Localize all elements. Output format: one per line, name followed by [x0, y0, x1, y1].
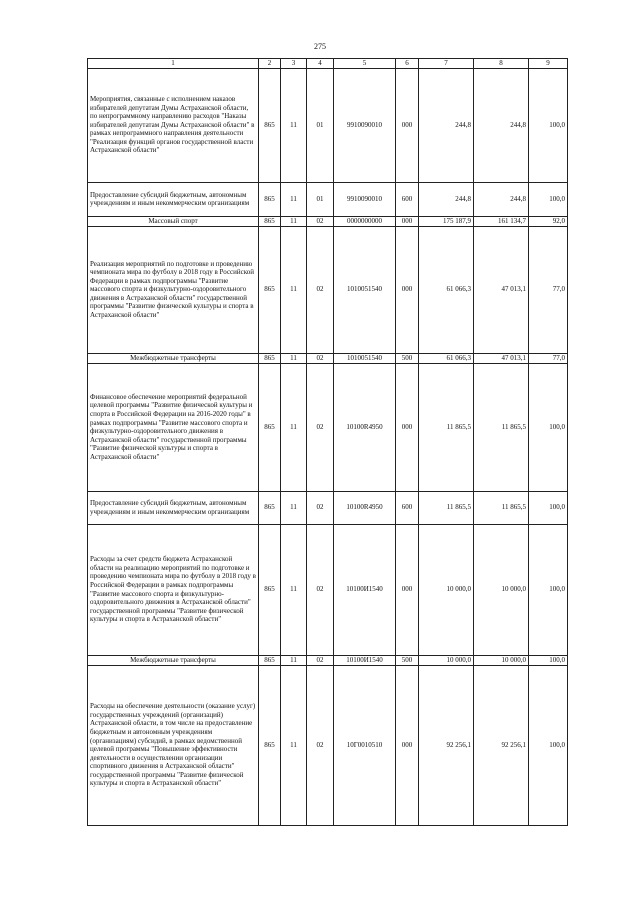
column-header-4: 4 — [307, 59, 334, 69]
row-name: Мероприятия, связанные с исполнением наказов избирателей депутатам Думы Астраханской области, по непрограммному направлению расходов "Наказы избирателей депутатам Думы Астраханской области" в рамках непрограммного направления деятельности "Реализация функций органов государственной власти Астраханской области" — [88, 68, 259, 182]
column-header-3: 3 — [281, 59, 307, 69]
cell-c3: 11 — [281, 226, 307, 353]
cell-c3: 11 — [281, 182, 307, 216]
budget-table — [87, 58, 568, 826]
cell-c8: 92 256,1 — [474, 665, 529, 825]
cell-c4: 02 — [307, 216, 334, 226]
cell-c8: 244,8 — [474, 68, 529, 182]
row-name: Межбюджетные трансферты — [88, 353, 259, 363]
cell-c5: 9910090010 — [334, 182, 396, 216]
cell-c6: 000 — [396, 226, 419, 353]
cell-c2: 865 — [259, 524, 281, 655]
cell-c6: 000 — [396, 665, 419, 825]
cell-c4: 02 — [307, 665, 334, 825]
row-name: Расходы на обеспечение деятельности (оказание услуг) государственных учреждений (организаций) Астраханской области, в том числе на предоставление бюджетным и автономным учреждениям (организациям) субсидий, в рамках ведомственной целевой программы "Повышение эффективности деятельности в осуществлении организации спортивного движения в Астраханской области" государственной программы "Развитие физической культуры и спорта в Астраханской области" — [88, 665, 259, 825]
table-row — [88, 216, 568, 226]
cell-c4: 01 — [307, 68, 334, 182]
cell-c5: 10100И1540 — [334, 655, 396, 665]
cell-c8: 244,8 — [474, 182, 529, 216]
cell-c3: 11 — [281, 524, 307, 655]
table-row — [88, 182, 568, 216]
cell-c6: 000 — [396, 524, 419, 655]
cell-c9: 92,0 — [529, 216, 568, 226]
cell-c7: 61 066,3 — [419, 226, 474, 353]
cell-c9: 100,0 — [529, 68, 568, 182]
cell-c3: 11 — [281, 665, 307, 825]
column-header-9: 9 — [529, 59, 568, 69]
cell-c6: 500 — [396, 353, 419, 363]
cell-c2: 865 — [259, 655, 281, 665]
cell-c2: 865 — [259, 216, 281, 226]
cell-c9: 100,0 — [529, 524, 568, 655]
cell-c3: 11 — [281, 216, 307, 226]
cell-c5: 0000000000 — [334, 216, 396, 226]
cell-c8: 47 013,1 — [474, 226, 529, 353]
cell-c3: 11 — [281, 655, 307, 665]
cell-c6: 000 — [396, 68, 419, 182]
row-name: Массовый спорт — [88, 216, 259, 226]
row-name: Финансовое обеспечение мероприятий федеральной целевой программы "Развитие физической культуры и спорта в Российской Федерации на 2016-2020 годы" в рамках подпрограммы "Развитие массового спорта и физкультурно-оздоровительного движения в Астраханской области" государственной программы "Развитие физической культуры и спорта в Астраханской области" — [88, 363, 259, 491]
table-row — [88, 226, 568, 353]
table-row — [88, 68, 568, 182]
cell-c7: 244,8 — [419, 182, 474, 216]
cell-c2: 865 — [259, 491, 281, 524]
cell-c4: 02 — [307, 363, 334, 491]
table-row — [88, 524, 568, 655]
cell-c9: 100,0 — [529, 655, 568, 665]
table-row — [88, 491, 568, 524]
cell-c5: 9910090010 — [334, 68, 396, 182]
cell-c9: 100,0 — [529, 182, 568, 216]
cell-c2: 865 — [259, 363, 281, 491]
column-header-6: 6 — [396, 59, 419, 69]
cell-c7: 11 865,5 — [419, 491, 474, 524]
cell-c7: 92 256,1 — [419, 665, 474, 825]
cell-c8: 11 865,5 — [474, 491, 529, 524]
cell-c6: 600 — [396, 491, 419, 524]
cell-c4: 02 — [307, 353, 334, 363]
cell-c2: 865 — [259, 68, 281, 182]
cell-c7: 10 000,0 — [419, 524, 474, 655]
row-name: Предоставление субсидий бюджетным, автономным учреждениям и иным некоммерческим организациям — [88, 182, 259, 216]
cell-c7: 244,8 — [419, 68, 474, 182]
column-header-5: 5 — [334, 59, 396, 69]
cell-c9: 77,0 — [529, 353, 568, 363]
cell-c7: 175 187,9 — [419, 216, 474, 226]
cell-c8: 11 865,5 — [474, 363, 529, 491]
cell-c9: 100,0 — [529, 665, 568, 825]
cell-c6: 000 — [396, 216, 419, 226]
column-header-7: 7 — [419, 59, 474, 69]
cell-c4: 02 — [307, 655, 334, 665]
header-row — [88, 59, 568, 69]
cell-c9: 77,0 — [529, 226, 568, 353]
row-name: Межбюджетные трансферты — [88, 655, 259, 665]
cell-c6: 500 — [396, 655, 419, 665]
column-header-2: 2 — [259, 59, 281, 69]
cell-c2: 865 — [259, 182, 281, 216]
cell-c8: 47 013,1 — [474, 353, 529, 363]
cell-c7: 10 000,0 — [419, 655, 474, 665]
cell-c3: 11 — [281, 68, 307, 182]
column-header-8: 8 — [474, 59, 529, 69]
cell-c5: 10Г0010510 — [334, 665, 396, 825]
cell-c3: 11 — [281, 363, 307, 491]
table-row — [88, 655, 568, 665]
cell-c8: 161 134,7 — [474, 216, 529, 226]
cell-c4: 02 — [307, 226, 334, 353]
cell-c8: 10 000,0 — [474, 655, 529, 665]
cell-c7: 61 066,3 — [419, 353, 474, 363]
table-row — [88, 353, 568, 363]
cell-c3: 11 — [281, 353, 307, 363]
cell-c5: 10100R4950 — [334, 491, 396, 524]
cell-c5: 1010051540 — [334, 353, 396, 363]
cell-c2: 865 — [259, 226, 281, 353]
row-name: Реализация мероприятий по подготовке и проведению чемпионата мира по футболу в 2018 году в Российской Федерации в рамках подпрограммы "Развитие массового спорта и физкультурно-оздоровительного движения в Астраханской области" государственной программы "Развитие физической культуры и спорта в Астраханской области" — [88, 226, 259, 353]
table-row — [88, 363, 568, 491]
column-header-1: 1 — [88, 59, 259, 69]
cell-c8: 10 000,0 — [474, 524, 529, 655]
cell-c4: 02 — [307, 524, 334, 655]
cell-c9: 100,0 — [529, 363, 568, 491]
cell-c5: 1010051540 — [334, 226, 396, 353]
cell-c7: 11 865,5 — [419, 363, 474, 491]
cell-c6: 000 — [396, 363, 419, 491]
cell-c4: 02 — [307, 491, 334, 524]
row-name: Предоставление субсидий бюджетным, автономным учреждениям и иным некоммерческим организациям — [88, 491, 259, 524]
page-number: 275 — [314, 42, 326, 51]
table-row — [88, 665, 568, 825]
cell-c4: 01 — [307, 182, 334, 216]
cell-c5: 10100И1540 — [334, 524, 396, 655]
cell-c2: 865 — [259, 353, 281, 363]
row-name: Расходы за счет средств бюджета Астраханской области на реализацию мероприятий по подготовке и проведению чемпионата мира по футболу в 2018 году в Российской Федерации в рамках подпрограммы "Развитие массового спорта и физкультурно-оздоровительного движения в Астраханской области" государственной программы "Развитие физической культуры и спорта в Астраханской области" — [88, 524, 259, 655]
cell-c2: 865 — [259, 665, 281, 825]
cell-c6: 600 — [396, 182, 419, 216]
cell-c5: 10100R4950 — [334, 363, 396, 491]
cell-c3: 11 — [281, 491, 307, 524]
cell-c9: 100,0 — [529, 491, 568, 524]
